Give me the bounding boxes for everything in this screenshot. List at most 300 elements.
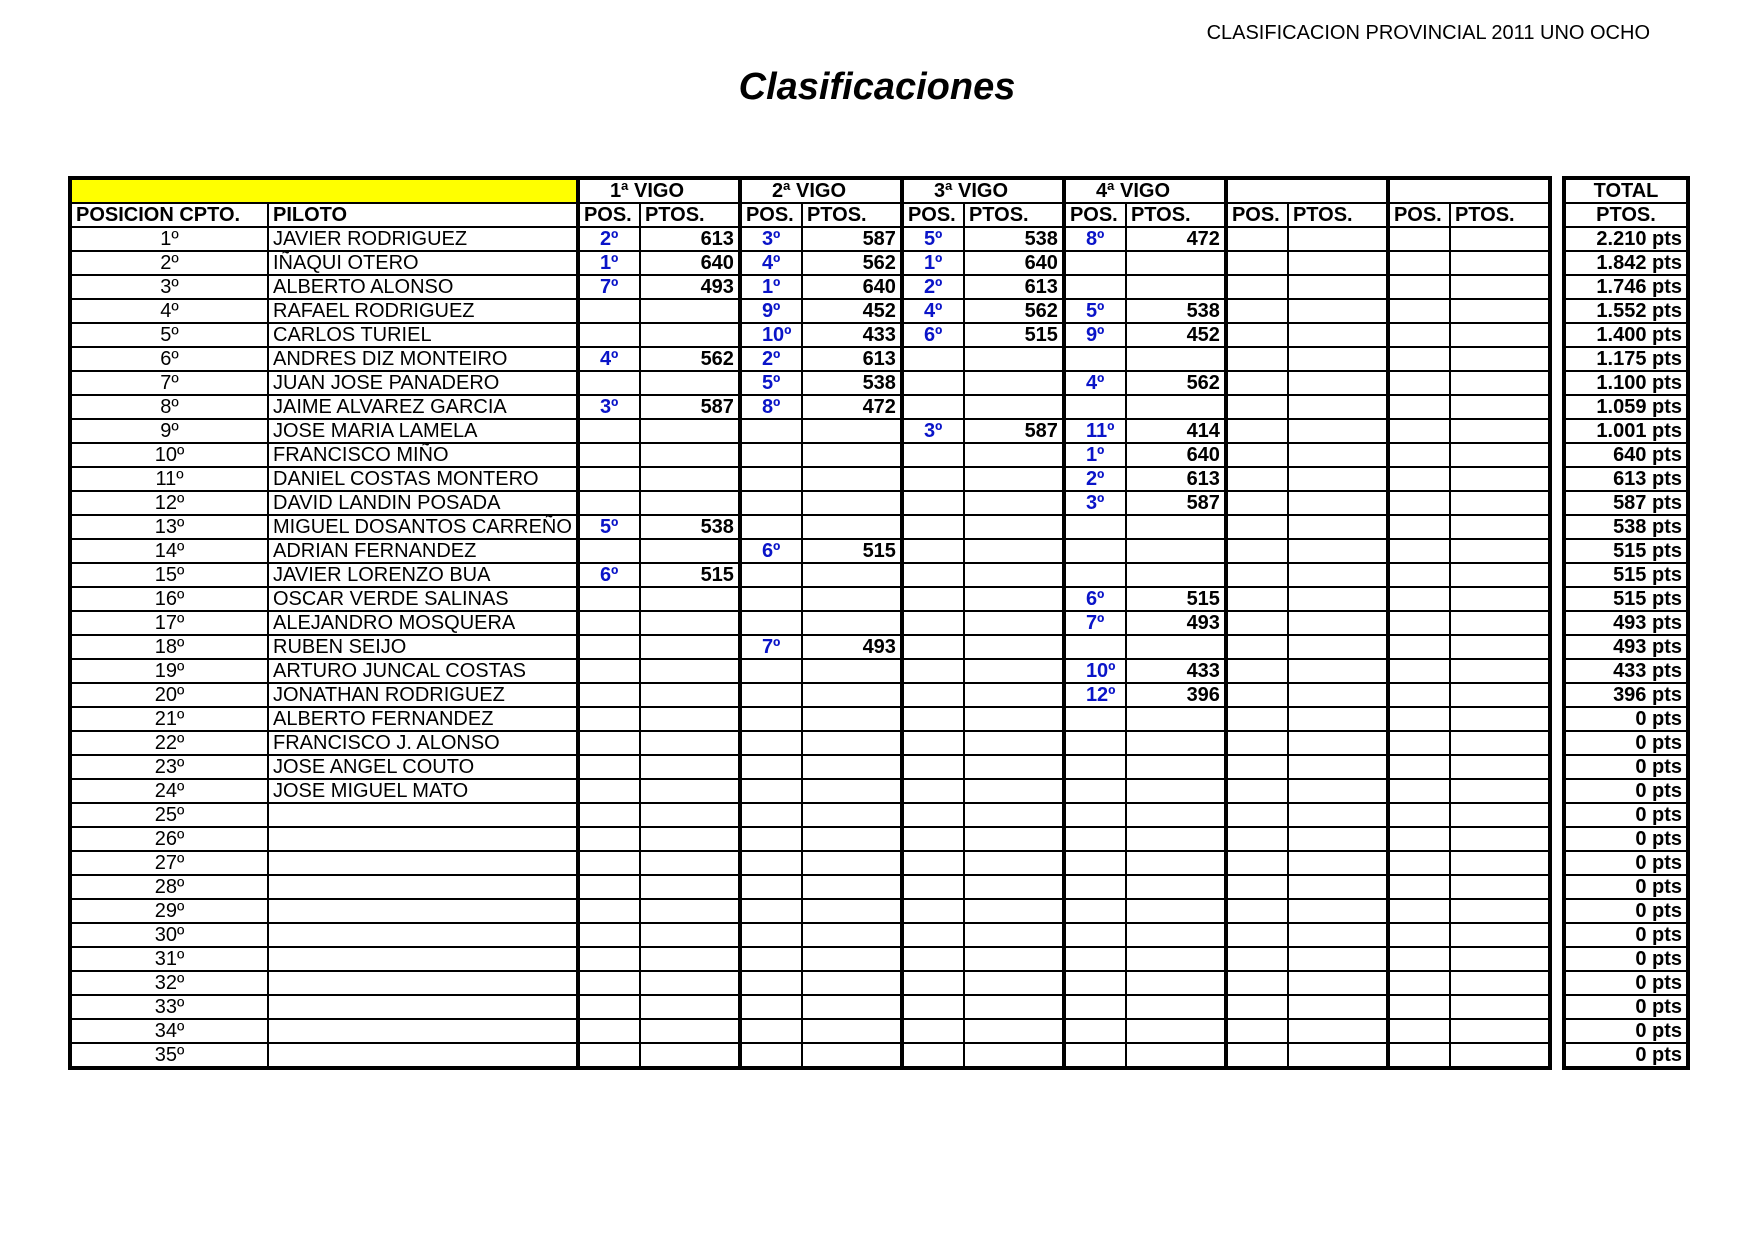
pilot-cell: DAVID LANDIN POSADA bbox=[268, 491, 578, 515]
total-cell: 1.746 pts bbox=[1564, 275, 1688, 299]
race-pts-cell bbox=[964, 467, 1064, 491]
total-cell: 1.175 pts bbox=[1564, 347, 1688, 371]
total-row bbox=[1564, 443, 1688, 467]
race-pos-cell bbox=[1388, 659, 1450, 683]
table-row bbox=[70, 923, 1550, 947]
race-pts-cell bbox=[1288, 755, 1388, 779]
position-cell: 4º bbox=[70, 299, 268, 323]
race-pos-cell: 2º bbox=[578, 227, 640, 251]
total-row bbox=[1564, 1043, 1688, 1068]
race-pts-cell: 396 bbox=[1126, 683, 1226, 707]
race-pts-cell bbox=[1450, 611, 1550, 635]
race-pts-cell bbox=[964, 755, 1064, 779]
race-pos-cell bbox=[1226, 563, 1288, 587]
race-pos-cell bbox=[1064, 875, 1126, 899]
position-cell: 6º bbox=[70, 347, 268, 371]
total-cell: 493 pts bbox=[1564, 635, 1688, 659]
race-pos-cell bbox=[578, 875, 640, 899]
total-cell: 0 pts bbox=[1564, 899, 1688, 923]
race-pos-cell bbox=[1226, 971, 1288, 995]
pilot-cell: JAVIER LORENZO BUA bbox=[268, 563, 578, 587]
total-row bbox=[1564, 227, 1688, 251]
position-cell: 14º bbox=[70, 539, 268, 563]
race-pos-cell: 6º bbox=[578, 563, 640, 587]
race-pos-cell bbox=[902, 371, 964, 395]
race-pos-cell bbox=[902, 851, 964, 875]
pilot-cell: JOSE MIGUEL MATO bbox=[268, 779, 578, 803]
total-row bbox=[1564, 251, 1688, 275]
race-pts-cell bbox=[964, 899, 1064, 923]
race-pts-cell: 538 bbox=[1126, 299, 1226, 323]
race-pts-cell bbox=[1450, 875, 1550, 899]
race-pos-cell bbox=[740, 923, 802, 947]
race-pos-cell: 9º bbox=[740, 299, 802, 323]
race-pos-cell: 4º bbox=[902, 299, 964, 323]
race-pts-cell bbox=[1450, 779, 1550, 803]
race-pos-cell bbox=[902, 803, 964, 827]
pilot-cell: ARTURO JUNCAL COSTAS bbox=[268, 659, 578, 683]
race-pts-cell bbox=[964, 443, 1064, 467]
race-pos-cell bbox=[578, 1043, 640, 1068]
total-row bbox=[1564, 827, 1688, 851]
race-pos-cell bbox=[578, 827, 640, 851]
table-row bbox=[70, 563, 1550, 587]
table-row bbox=[70, 467, 1550, 491]
race-pos-cell bbox=[578, 707, 640, 731]
race-pos-cell bbox=[1388, 683, 1450, 707]
total-row bbox=[1564, 1019, 1688, 1043]
race-pts-cell bbox=[1126, 539, 1226, 563]
race-pos-cell bbox=[1226, 899, 1288, 923]
position-cell: 22º bbox=[70, 731, 268, 755]
table-row bbox=[70, 827, 1550, 851]
total-row bbox=[1564, 275, 1688, 299]
race-pts-cell bbox=[640, 875, 740, 899]
race-pts-cell bbox=[964, 659, 1064, 683]
race-pts-cell bbox=[1450, 707, 1550, 731]
race-pts-cell bbox=[1288, 635, 1388, 659]
pilot-cell bbox=[268, 875, 578, 899]
position-cell: 29º bbox=[70, 899, 268, 923]
table-row bbox=[70, 299, 1550, 323]
race-pts-cell bbox=[1126, 275, 1226, 299]
position-cell: 26º bbox=[70, 827, 268, 851]
pilot-cell bbox=[268, 947, 578, 971]
race-pos-cell bbox=[1064, 347, 1126, 371]
race-pos-cell: 3º bbox=[1064, 491, 1126, 515]
total-row bbox=[1564, 755, 1688, 779]
race-pts-cell: 587 bbox=[802, 227, 902, 251]
race-pos-cell bbox=[578, 851, 640, 875]
position-cell: 19º bbox=[70, 659, 268, 683]
col-header-pts: PTOS. bbox=[640, 203, 740, 227]
table-row bbox=[70, 587, 1550, 611]
total-cell: 0 pts bbox=[1564, 875, 1688, 899]
race-pts-cell bbox=[1450, 371, 1550, 395]
race-pos-cell bbox=[740, 563, 802, 587]
race-pos-cell: 6º bbox=[1064, 587, 1126, 611]
race-pts-cell bbox=[1288, 995, 1388, 1019]
race-pts-cell: 452 bbox=[802, 299, 902, 323]
total-row bbox=[1564, 635, 1688, 659]
total-row bbox=[1564, 779, 1688, 803]
total-cell: 0 pts bbox=[1564, 851, 1688, 875]
race-pts-cell bbox=[640, 707, 740, 731]
race-pts-cell bbox=[1288, 227, 1388, 251]
race-pos-cell bbox=[902, 515, 964, 539]
total-table bbox=[1562, 176, 1690, 1070]
table-row bbox=[70, 755, 1550, 779]
race-pts-cell bbox=[964, 635, 1064, 659]
race-pos-cell bbox=[578, 683, 640, 707]
race-pos-cell bbox=[1388, 971, 1450, 995]
total-cell: 515 pts bbox=[1564, 563, 1688, 587]
race-pos-cell bbox=[740, 779, 802, 803]
race-pts-cell: 613 bbox=[640, 227, 740, 251]
table-row bbox=[70, 779, 1550, 803]
col-header-pos: POS. bbox=[578, 203, 640, 227]
race-pts-cell bbox=[964, 779, 1064, 803]
race-pts-cell bbox=[1126, 347, 1226, 371]
race-pts-cell bbox=[1126, 755, 1226, 779]
table-row bbox=[70, 419, 1550, 443]
race-pts-cell bbox=[1288, 971, 1388, 995]
race-pos-cell bbox=[740, 1019, 802, 1043]
total-cell: 0 pts bbox=[1564, 827, 1688, 851]
race-pts-cell bbox=[1450, 227, 1550, 251]
race-pos-cell: 4º bbox=[1064, 371, 1126, 395]
race-pos-cell bbox=[1064, 731, 1126, 755]
table-row bbox=[70, 371, 1550, 395]
race-pts-cell bbox=[964, 611, 1064, 635]
race-pts-cell bbox=[640, 755, 740, 779]
race-pts-cell bbox=[802, 755, 902, 779]
race-pts-cell bbox=[1288, 419, 1388, 443]
race-pos-cell: 6º bbox=[740, 539, 802, 563]
position-cell: 34º bbox=[70, 1019, 268, 1043]
race-pos-cell bbox=[1388, 875, 1450, 899]
race-pos-cell bbox=[1226, 347, 1288, 371]
race-pos-cell bbox=[740, 1043, 802, 1068]
race-pos-cell: 2º bbox=[1064, 467, 1126, 491]
race-pos-cell bbox=[578, 1019, 640, 1043]
race-pos-cell bbox=[578, 323, 640, 347]
race-pts-cell bbox=[1288, 899, 1388, 923]
race-pts-cell bbox=[640, 659, 740, 683]
race-pts-cell: 538 bbox=[640, 515, 740, 539]
race-pos-cell bbox=[1226, 1043, 1288, 1068]
race-pts-cell bbox=[964, 827, 1064, 851]
table-row bbox=[70, 995, 1550, 1019]
race-pts-cell bbox=[964, 875, 1064, 899]
race-pos-cell bbox=[1064, 923, 1126, 947]
race-pts-cell bbox=[1126, 947, 1226, 971]
total-row bbox=[1564, 995, 1688, 1019]
race-pts-cell: 562 bbox=[640, 347, 740, 371]
race-pts-cell bbox=[640, 851, 740, 875]
race-pts-cell bbox=[802, 1019, 902, 1043]
total-row bbox=[1564, 947, 1688, 971]
race-pos-cell bbox=[1388, 899, 1450, 923]
race-pts-cell bbox=[1126, 395, 1226, 419]
race-pos-cell bbox=[578, 539, 640, 563]
race-pts-cell bbox=[964, 563, 1064, 587]
race-pos-cell bbox=[1064, 635, 1126, 659]
race-pos-cell bbox=[1226, 467, 1288, 491]
race-pts-cell bbox=[802, 587, 902, 611]
race-pts-cell bbox=[802, 491, 902, 515]
race-pts-cell bbox=[1126, 515, 1226, 539]
race-pos-cell bbox=[1064, 563, 1126, 587]
race-pos-cell bbox=[740, 683, 802, 707]
race-pts-cell bbox=[640, 923, 740, 947]
race-pts-cell bbox=[802, 731, 902, 755]
race-pts-cell bbox=[1288, 659, 1388, 683]
race-pos-cell bbox=[578, 803, 640, 827]
race-pos-cell: 6º bbox=[902, 323, 964, 347]
position-cell: 1º bbox=[70, 227, 268, 251]
race-pts-cell bbox=[964, 1019, 1064, 1043]
pilot-cell: CARLOS TURIEL bbox=[268, 323, 578, 347]
total-cell: 1.842 pts bbox=[1564, 251, 1688, 275]
race-pos-cell bbox=[1388, 803, 1450, 827]
race-pos-cell: 1º bbox=[578, 251, 640, 275]
race-pts-cell bbox=[1288, 947, 1388, 971]
total-row bbox=[1564, 851, 1688, 875]
race-pts-cell bbox=[1288, 323, 1388, 347]
race-pos-cell bbox=[578, 947, 640, 971]
race-pts-cell bbox=[1450, 923, 1550, 947]
race-pts-cell bbox=[1288, 587, 1388, 611]
race-pts-cell: 640 bbox=[1126, 443, 1226, 467]
race-pos-cell bbox=[1064, 827, 1126, 851]
total-cell: 0 pts bbox=[1564, 707, 1688, 731]
race-pos-cell bbox=[902, 611, 964, 635]
race-pts-cell bbox=[1450, 755, 1550, 779]
race-pts-cell bbox=[802, 899, 902, 923]
total-row bbox=[1564, 371, 1688, 395]
race-pos-cell: 7º bbox=[740, 635, 802, 659]
col-header-pos: POS. bbox=[740, 203, 802, 227]
race-pts-cell: 515 bbox=[640, 563, 740, 587]
race-pts-cell bbox=[964, 515, 1064, 539]
race-pts-cell bbox=[640, 1043, 740, 1068]
race-pos-cell bbox=[740, 971, 802, 995]
race-pts-cell bbox=[640, 971, 740, 995]
col-header-pos: POS. bbox=[1388, 203, 1450, 227]
race-pos-cell bbox=[902, 779, 964, 803]
race-pts-cell bbox=[1288, 371, 1388, 395]
race-pos-cell bbox=[1388, 323, 1450, 347]
pilot-cell: ANDRES DIZ MONTEIRO bbox=[268, 347, 578, 371]
race-pos-cell: 3º bbox=[578, 395, 640, 419]
race-pos-cell bbox=[1226, 1019, 1288, 1043]
race-pts-cell bbox=[640, 587, 740, 611]
race-pos-cell bbox=[902, 755, 964, 779]
race-pts-cell bbox=[802, 947, 902, 971]
race-pos-cell bbox=[1388, 1019, 1450, 1043]
race-pts-cell: 562 bbox=[1126, 371, 1226, 395]
race-pts-cell bbox=[1288, 1019, 1388, 1043]
race-header-5 bbox=[1226, 178, 1388, 203]
race-pts-cell bbox=[1288, 1043, 1388, 1068]
race-pos-cell bbox=[902, 923, 964, 947]
race-pts-cell: 587 bbox=[964, 419, 1064, 443]
position-cell: 9º bbox=[70, 419, 268, 443]
race-pos-cell bbox=[1388, 755, 1450, 779]
position-cell: 25º bbox=[70, 803, 268, 827]
race-pos-cell bbox=[1064, 539, 1126, 563]
race-pts-cell bbox=[1450, 491, 1550, 515]
race-pts-cell: 515 bbox=[964, 323, 1064, 347]
race-pos-cell bbox=[1226, 371, 1288, 395]
race-pos-cell bbox=[578, 419, 640, 443]
race-pts-cell bbox=[964, 539, 1064, 563]
pilot-cell: FRANCISCO MIÑO bbox=[268, 443, 578, 467]
race-pos-cell bbox=[578, 923, 640, 947]
race-pts-cell bbox=[964, 923, 1064, 947]
race-pts-cell bbox=[640, 539, 740, 563]
race-pts-cell bbox=[1126, 731, 1226, 755]
race-pos-cell bbox=[1226, 995, 1288, 1019]
position-cell: 31º bbox=[70, 947, 268, 971]
race-pos-cell bbox=[1064, 1019, 1126, 1043]
race-pts-cell bbox=[640, 611, 740, 635]
total-cell: 640 pts bbox=[1564, 443, 1688, 467]
race-pts-cell bbox=[1450, 803, 1550, 827]
table-row bbox=[70, 395, 1550, 419]
race-pos-cell: 2º bbox=[902, 275, 964, 299]
race-pts-cell bbox=[1126, 803, 1226, 827]
race-pts-cell bbox=[802, 851, 902, 875]
total-row bbox=[1564, 539, 1688, 563]
race-pos-cell: 5º bbox=[1064, 299, 1126, 323]
race-pos-cell bbox=[902, 587, 964, 611]
race-pos-cell: 11º bbox=[1064, 419, 1126, 443]
race-pos-cell bbox=[1226, 539, 1288, 563]
position-cell: 13º bbox=[70, 515, 268, 539]
race-pts-cell bbox=[802, 803, 902, 827]
race-pos-cell bbox=[1388, 467, 1450, 491]
total-cell: 396 pts bbox=[1564, 683, 1688, 707]
race-pts-cell bbox=[1450, 443, 1550, 467]
race-pos-cell bbox=[1388, 299, 1450, 323]
pilot-cell bbox=[268, 899, 578, 923]
race-pos-cell bbox=[1226, 875, 1288, 899]
race-pts-cell bbox=[1450, 275, 1550, 299]
total-cell: 1.552 pts bbox=[1564, 299, 1688, 323]
race-pts-cell bbox=[802, 515, 902, 539]
race-pos-cell bbox=[1064, 851, 1126, 875]
race-pos-cell bbox=[1226, 683, 1288, 707]
race-pos-cell: 8º bbox=[1064, 227, 1126, 251]
position-cell: 28º bbox=[70, 875, 268, 899]
race-pos-cell: 9º bbox=[1064, 323, 1126, 347]
race-pos-cell bbox=[1388, 635, 1450, 659]
race-header-3: 3ª VIGO bbox=[902, 178, 1064, 203]
race-pts-cell bbox=[964, 491, 1064, 515]
race-pos-cell bbox=[740, 755, 802, 779]
race-pts-cell bbox=[1288, 515, 1388, 539]
race-pos-cell: 5º bbox=[578, 515, 640, 539]
position-cell: 17º bbox=[70, 611, 268, 635]
race-pos-cell bbox=[902, 995, 964, 1019]
race-pos-cell bbox=[578, 491, 640, 515]
race-pts-cell bbox=[964, 971, 1064, 995]
table-row bbox=[70, 1019, 1550, 1043]
total-cell: 1.400 pts bbox=[1564, 323, 1688, 347]
race-pts-cell bbox=[640, 899, 740, 923]
race-pts-cell: 613 bbox=[802, 347, 902, 371]
race-header-row bbox=[70, 178, 1550, 203]
race-pts-cell bbox=[1450, 539, 1550, 563]
race-pts-cell: 493 bbox=[1126, 611, 1226, 635]
pilot-cell: JONATHAN RODRIGUEZ bbox=[268, 683, 578, 707]
race-pts-cell bbox=[1126, 1019, 1226, 1043]
total-cell: 587 pts bbox=[1564, 491, 1688, 515]
race-pos-cell bbox=[1388, 779, 1450, 803]
race-pos-cell bbox=[1064, 275, 1126, 299]
total-row bbox=[1564, 899, 1688, 923]
race-pos-cell bbox=[1388, 371, 1450, 395]
race-pos-cell bbox=[1226, 491, 1288, 515]
race-pts-cell: 493 bbox=[640, 275, 740, 299]
race-pos-cell bbox=[740, 491, 802, 515]
race-pts-cell: 640 bbox=[802, 275, 902, 299]
race-pts-cell bbox=[640, 323, 740, 347]
race-pos-cell bbox=[1226, 803, 1288, 827]
race-pts-cell bbox=[1126, 827, 1226, 851]
pilot-cell bbox=[268, 995, 578, 1019]
race-pts-cell bbox=[1126, 251, 1226, 275]
race-pts-cell: 493 bbox=[802, 635, 902, 659]
table-row bbox=[70, 515, 1550, 539]
col-header-pts: PTOS. bbox=[1126, 203, 1226, 227]
race-pts-cell bbox=[1126, 851, 1226, 875]
race-pos-cell bbox=[740, 851, 802, 875]
position-cell: 20º bbox=[70, 683, 268, 707]
total-cell: 1.001 pts bbox=[1564, 419, 1688, 443]
total-row bbox=[1564, 395, 1688, 419]
race-pts-cell bbox=[802, 923, 902, 947]
race-pts-cell bbox=[802, 443, 902, 467]
position-cell: 16º bbox=[70, 587, 268, 611]
race-pos-cell bbox=[1388, 851, 1450, 875]
race-pts-cell: 538 bbox=[802, 371, 902, 395]
race-pts-cell bbox=[802, 707, 902, 731]
race-pos-cell bbox=[740, 707, 802, 731]
race-header-6 bbox=[1388, 178, 1550, 203]
total-cell: 515 pts bbox=[1564, 587, 1688, 611]
race-pos-cell bbox=[740, 467, 802, 491]
race-pos-cell bbox=[1226, 611, 1288, 635]
race-pts-cell bbox=[964, 371, 1064, 395]
race-pos-cell: 5º bbox=[902, 227, 964, 251]
position-cell: 32º bbox=[70, 971, 268, 995]
col-header-pos: POS. bbox=[1226, 203, 1288, 227]
position-cell: 27º bbox=[70, 851, 268, 875]
pilot-cell bbox=[268, 827, 578, 851]
race-pts-cell bbox=[964, 683, 1064, 707]
race-pts-cell bbox=[1288, 443, 1388, 467]
total-row bbox=[1564, 731, 1688, 755]
position-cell: 12º bbox=[70, 491, 268, 515]
table-row bbox=[70, 851, 1550, 875]
position-cell: 10º bbox=[70, 443, 268, 467]
table-row bbox=[70, 707, 1550, 731]
race-pts-cell bbox=[802, 683, 902, 707]
race-pos-cell bbox=[578, 995, 640, 1019]
